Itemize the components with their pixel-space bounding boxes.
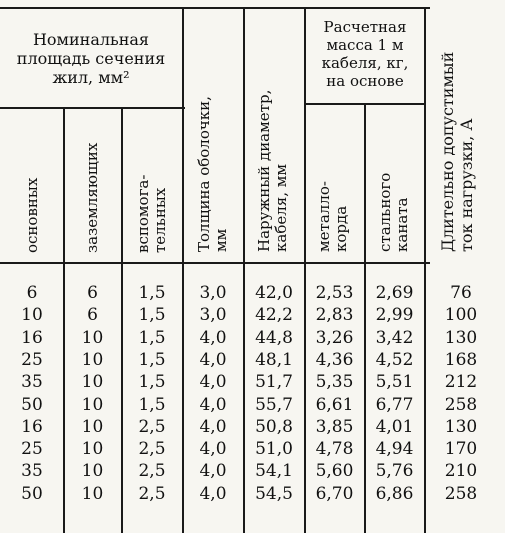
cell-sheath: 3,0 (199, 283, 227, 303)
table-row (0, 460, 505, 482)
header-main: основных (23, 177, 41, 253)
cell-main: 35 (21, 461, 43, 482)
header-grounding: заземляющих (83, 142, 101, 253)
cell-sheath: 4,0 (199, 372, 227, 393)
cell-diameter: 54,5 (255, 483, 293, 504)
cell-current: 100 (444, 305, 478, 326)
cell-diameter: 42,0 (255, 283, 293, 303)
cell-steelrope: 2,69 (375, 283, 414, 303)
cell-diameter: 44,8 (255, 327, 293, 348)
cell-grounding: 10 (81, 461, 104, 482)
cell-metalcord: 4,78 (315, 439, 354, 460)
cell-diameter: 51,7 (255, 372, 293, 393)
cell-main: 35 (21, 372, 43, 393)
cell-current: 168 (444, 349, 478, 370)
cell-grounding: 10 (81, 483, 104, 504)
cell-metalcord: 3,85 (315, 416, 354, 437)
table-row (0, 416, 505, 438)
table-row (0, 304, 505, 326)
header-rule-nominal-area (0, 107, 185, 109)
header-nominal-area: Номинальная площадь сечения жил, мм² (16, 30, 166, 87)
cell-auxiliary: 2,5 (138, 461, 166, 482)
cell-diameter: 54,1 (255, 461, 293, 482)
table-row (0, 371, 505, 393)
cell-auxiliary: 2,5 (138, 483, 166, 504)
cell-grounding: 10 (81, 327, 104, 348)
cell-metalcord: 5,60 (315, 461, 354, 482)
cell-current: 76 (450, 283, 472, 303)
header-steel-rope: стального каната (376, 172, 411, 252)
cell-sheath: 4,0 (199, 483, 227, 504)
table-row (0, 282, 505, 304)
cell-grounding: 10 (81, 372, 104, 393)
cell-steelrope: 5,76 (375, 461, 414, 482)
cell-auxiliary: 1,5 (138, 327, 166, 348)
cell-steelrope: 4,52 (375, 349, 414, 370)
table-row (0, 483, 505, 505)
cell-diameter: 42,2 (255, 305, 293, 326)
cell-sheath: 4,0 (199, 327, 227, 348)
cell-main: 16 (21, 327, 43, 348)
cell-main: 50 (21, 394, 43, 415)
cell-grounding: 10 (81, 349, 104, 370)
cell-current: 212 (444, 372, 478, 393)
cell-diameter: 50,8 (255, 416, 293, 437)
header-outer-diameter: Наружный диаметр, кабеля, мм (255, 89, 290, 252)
cell-steelrope: 5,51 (375, 372, 414, 393)
cell-auxiliary: 1,5 (138, 372, 166, 393)
cell-steelrope: 4,01 (375, 416, 414, 437)
header-rule-top (0, 7, 430, 9)
cell-current: 258 (444, 483, 478, 504)
cell-diameter: 55,7 (255, 394, 293, 415)
cell-auxiliary: 2,5 (138, 439, 166, 460)
cell-current: 170 (444, 439, 478, 460)
cell-diameter: 48,1 (255, 349, 293, 370)
cell-auxiliary: 1,5 (138, 349, 166, 370)
cell-sheath: 3,0 (199, 305, 227, 326)
cell-metalcord: 3,26 (315, 327, 354, 348)
cell-metalcord: 4,36 (315, 349, 354, 370)
table-row (0, 349, 505, 371)
cell-main: 50 (21, 483, 43, 504)
cell-sheath: 4,0 (199, 416, 227, 437)
cell-auxiliary: 1,5 (138, 283, 166, 303)
cell-steelrope: 6,77 (375, 394, 414, 415)
cell-sheath: 4,0 (199, 394, 227, 415)
header-metal-cord: металло- корда (315, 181, 350, 252)
cell-grounding: 10 (81, 416, 104, 437)
header-sheath-thickness: Толщина оболочки, мм (195, 96, 230, 252)
cell-grounding: 6 (87, 283, 98, 303)
cell-metalcord: 5,35 (315, 372, 354, 393)
cell-steelrope: 4,94 (375, 439, 414, 460)
table-row (0, 394, 505, 416)
cell-main: 25 (21, 439, 43, 460)
cell-diameter: 51,0 (255, 439, 293, 460)
cell-grounding: 6 (87, 305, 98, 326)
cell-main: 25 (21, 349, 43, 370)
cell-steelrope: 2,99 (375, 305, 414, 326)
cell-metalcord: 2,53 (315, 283, 354, 303)
cell-main: 10 (21, 305, 43, 326)
cell-main: 16 (21, 416, 43, 437)
cell-auxiliary: 1,5 (138, 394, 166, 415)
cell-sheath: 4,0 (199, 439, 227, 460)
table-row (0, 327, 505, 349)
cell-current: 130 (444, 327, 478, 348)
table-row (0, 438, 505, 460)
cell-sheath: 4,0 (199, 349, 227, 370)
cell-grounding: 10 (81, 394, 104, 415)
cell-metalcord: 6,61 (315, 394, 354, 415)
cell-sheath: 4,0 (199, 461, 227, 482)
cell-metalcord: 6,70 (315, 483, 354, 504)
header-calc-mass: Расчетная масса 1 м кабеля, кг, на основе (321, 18, 409, 90)
header-auxiliary: вспомога- тельных (134, 174, 169, 253)
cell-current: 258 (444, 394, 478, 415)
cell-metalcord: 2,83 (315, 305, 354, 326)
cell-grounding: 10 (81, 439, 104, 460)
cell-steelrope: 3,42 (375, 327, 414, 348)
cell-current: 210 (444, 461, 478, 482)
cell-steelrope: 6,86 (375, 483, 414, 504)
cell-auxiliary: 2,5 (138, 416, 166, 437)
header-current-load: Длительно допустимый ток нагрузки, А (438, 51, 476, 252)
cell-auxiliary: 1,5 (138, 305, 166, 326)
cell-current: 130 (444, 416, 478, 437)
cell-main: 6 (26, 283, 38, 303)
